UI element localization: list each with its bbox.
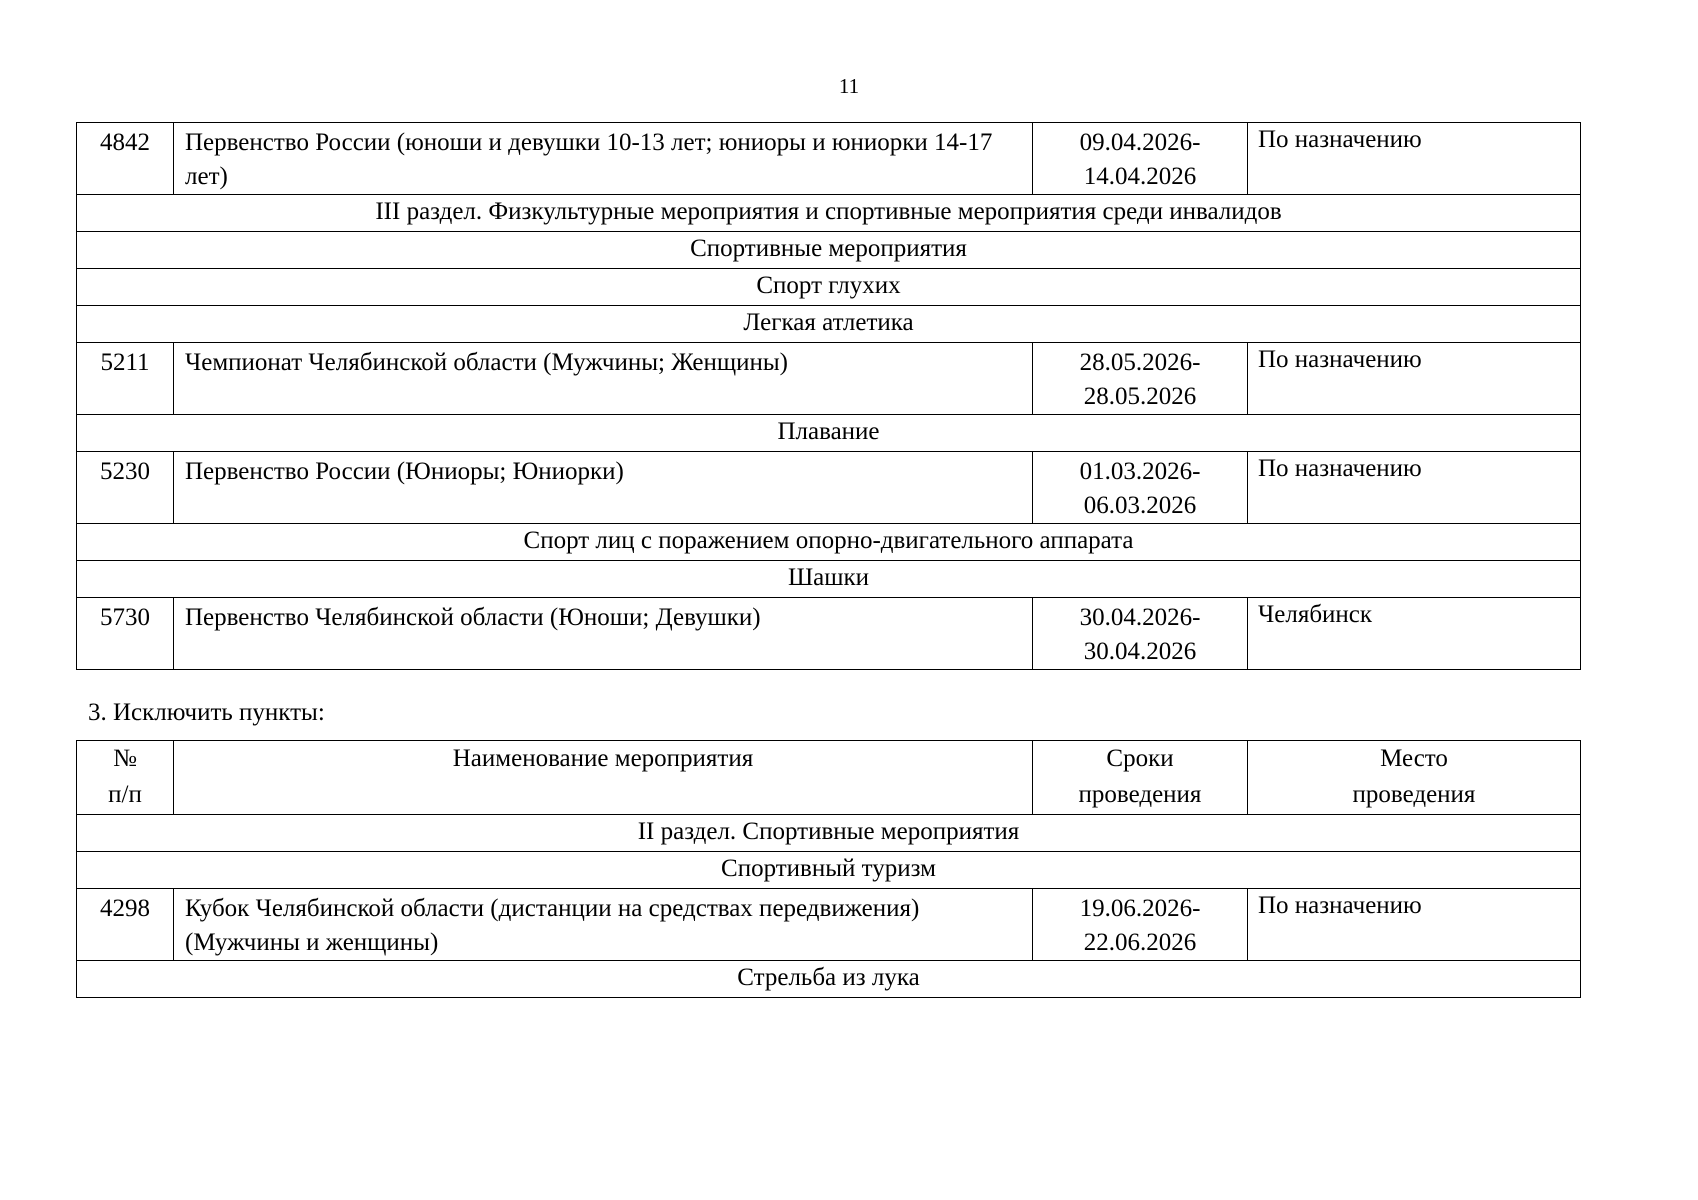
event-place: По назначению	[1248, 889, 1581, 961]
event-date-start: 19.06.2026-	[1079, 895, 1201, 922]
header-place-line2: проведения	[1352, 781, 1476, 808]
event-name: Первенство России (Юниоры; Юниорки)	[174, 452, 1033, 524]
event-place: По назначению	[1248, 123, 1581, 195]
header-event-name	[174, 741, 1033, 815]
section-heading: Спорт лиц с поражением опорно-двигательного аппарата	[77, 524, 1581, 561]
event-row	[77, 452, 1581, 524]
event-name: Кубок Челябинской области (дистанции на средствах передвижения) (Мужчины и женщины)	[174, 889, 1033, 961]
event-date-end: 28.05.2026	[1083, 383, 1197, 410]
header-dates-line1: Сроки	[1106, 745, 1174, 772]
section-row	[77, 415, 1581, 452]
section-heading: Спортивный туризм	[77, 852, 1581, 889]
event-name: Первенство России (юноши и девушки 10-13 лет; юниоры и юниорки 14-17 лет)	[174, 123, 1033, 195]
section-heading: Шашки	[77, 561, 1581, 598]
events-table-body	[77, 123, 1581, 670]
event-name: Чемпионат Челябинской области (Мужчины; Женщины)	[174, 343, 1033, 415]
exclude-items-instruction: 3. Исключить пункты:	[88, 699, 325, 726]
section-row	[77, 815, 1581, 852]
event-dates	[1033, 343, 1248, 415]
event-dates	[1033, 452, 1248, 524]
event-number: 4298	[77, 889, 174, 961]
event-date-start: 30.04.2026-	[1079, 604, 1201, 631]
header-number	[77, 741, 174, 815]
event-place: По назначению	[1248, 452, 1581, 524]
event-row	[77, 123, 1581, 195]
event-name: Первенство Челябинской области (Юноши; Девушки)	[174, 598, 1033, 670]
event-date-start: 09.04.2026-	[1079, 129, 1201, 156]
section-heading: Спортивные мероприятия	[77, 232, 1581, 269]
section-heading: Легкая атлетика	[77, 306, 1581, 343]
event-date-start: 28.05.2026-	[1079, 349, 1201, 376]
events-table-continued	[76, 122, 1581, 670]
event-row	[77, 598, 1581, 670]
header-number-line1: №	[113, 745, 137, 772]
event-number: 4842	[77, 123, 174, 195]
event-row	[77, 343, 1581, 415]
section-heading: III раздел. Физкультурные мероприятия и спортивные мероприятия среди инвалидов	[77, 195, 1581, 232]
event-date-end: 14.04.2026	[1083, 163, 1197, 190]
header-number-line2: п/п	[108, 781, 142, 808]
header-place	[1248, 741, 1581, 815]
event-place: Челябинск	[1248, 598, 1581, 670]
excluded-table-body	[77, 815, 1581, 998]
header-dates-line2: проведения	[1078, 781, 1202, 808]
section-heading: Стрельба из лука	[77, 961, 1581, 998]
event-number: 5211	[77, 343, 174, 415]
table-header-row	[77, 741, 1581, 815]
event-dates	[1033, 123, 1248, 195]
page-number: 11	[838, 74, 860, 98]
section-row	[77, 195, 1581, 232]
section-row	[77, 269, 1581, 306]
header-place-line1: Место	[1380, 745, 1448, 772]
section-heading: Плавание	[77, 415, 1581, 452]
event-date-end: 22.06.2026	[1083, 929, 1197, 956]
section-row	[77, 852, 1581, 889]
section-row	[77, 961, 1581, 998]
event-date-end: 06.03.2026	[1083, 492, 1197, 519]
event-dates	[1033, 889, 1248, 961]
header-dates	[1033, 741, 1248, 815]
event-number: 5730	[77, 598, 174, 670]
event-date-start: 01.03.2026-	[1079, 458, 1201, 485]
excluded-events-table	[76, 740, 1581, 998]
event-date-end: 30.04.2026	[1083, 638, 1197, 665]
event-row	[77, 889, 1581, 961]
event-place: По назначению	[1248, 343, 1581, 415]
section-row	[77, 232, 1581, 269]
section-row	[77, 306, 1581, 343]
event-number: 5230	[77, 452, 174, 524]
header-event-name-text: Наименование мероприятия	[452, 745, 754, 772]
section-heading: Спорт глухих	[77, 269, 1581, 306]
section-heading: II раздел. Спортивные мероприятия	[77, 815, 1581, 852]
section-row	[77, 561, 1581, 598]
section-row	[77, 524, 1581, 561]
event-dates	[1033, 598, 1248, 670]
